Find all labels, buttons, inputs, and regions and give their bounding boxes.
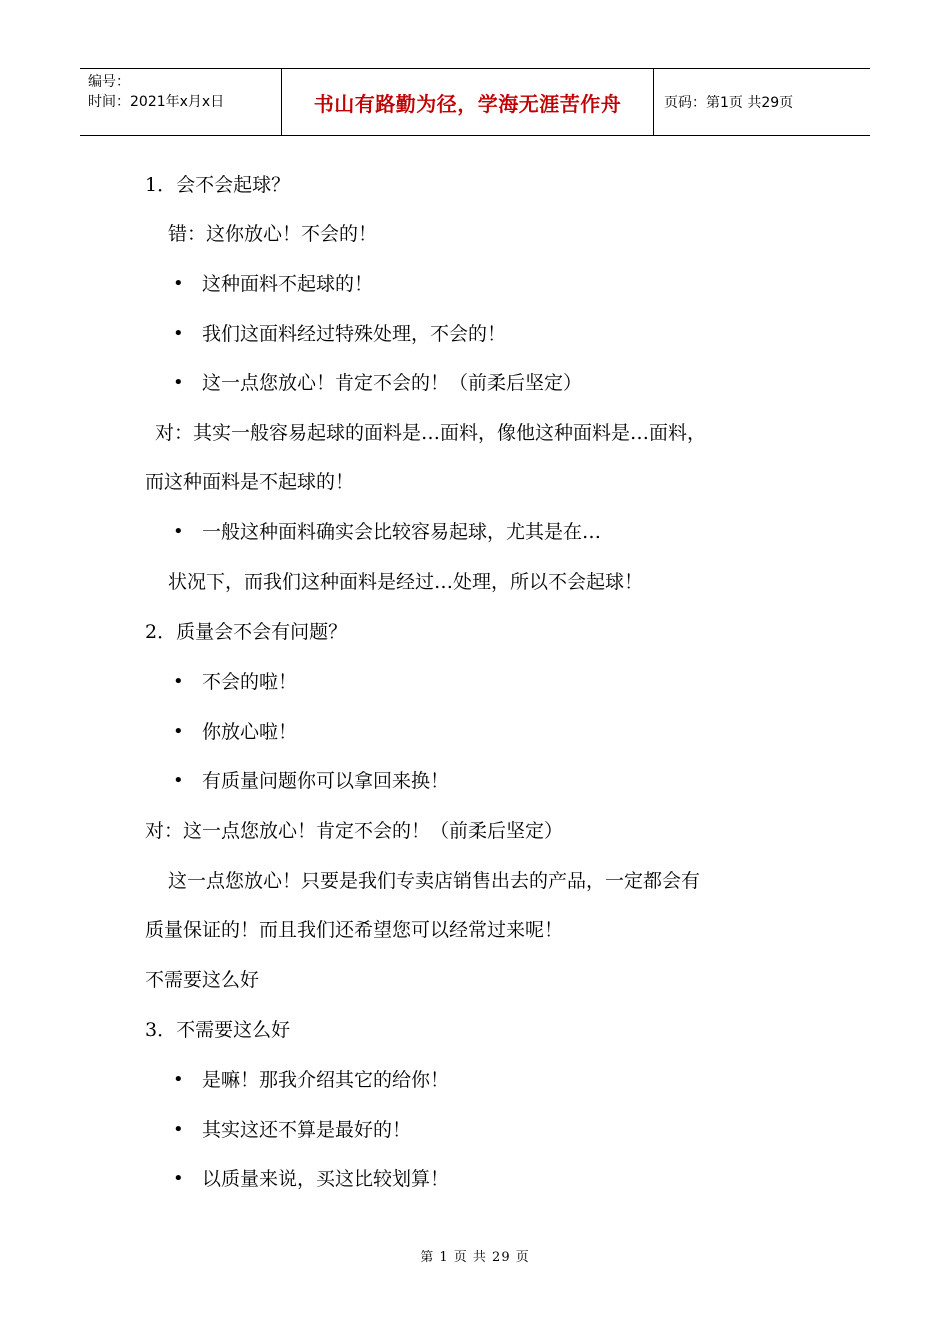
doc-time-label: 时间：2021年x月x日 bbox=[88, 94, 225, 110]
wrong-answer-label: 错：这你放心！不会的！ bbox=[168, 223, 378, 245]
list-item-text: 一般这种面料确实会比较容易起球，尤其是在… bbox=[202, 521, 602, 543]
list-item-text: 这一点您放心！肯定不会的！（前柔后坚定） bbox=[202, 372, 583, 394]
list-item-text: 以质量来说，买这比较划算！ bbox=[202, 1168, 450, 1190]
question-2: 2．质量会不会有问题？ bbox=[145, 621, 348, 643]
header-motto-cell bbox=[282, 69, 654, 135]
header-meta bbox=[80, 69, 282, 135]
bullet-icon: • bbox=[173, 721, 184, 742]
list-item-text: 这种面料不起球的！ bbox=[202, 273, 374, 295]
bullet-icon: • bbox=[173, 1168, 184, 1189]
question-3: 3．不需要这么好 bbox=[145, 1019, 291, 1041]
paragraph-line: 状况下，而我们这种面料是经过…处理，所以不会起球！ bbox=[168, 571, 644, 593]
list-item-text: 其实这还不算是最好的！ bbox=[202, 1119, 412, 1141]
bullet-icon: • bbox=[173, 770, 184, 791]
bullet-icon: • bbox=[173, 671, 184, 692]
page-header bbox=[80, 68, 870, 136]
bullet-icon: • bbox=[173, 323, 184, 344]
header-page-info: 页码：第1页 共29页 bbox=[664, 95, 794, 111]
bullet-icon: • bbox=[173, 273, 184, 294]
bullet-icon: • bbox=[173, 372, 184, 393]
correct-answer-text: 对：这一点您放心！肯定不会的！（前柔后坚定） bbox=[145, 820, 564, 842]
paragraph-line: 这一点您放心！只要是我们专卖店销售出去的产品，一定都会有 bbox=[168, 870, 701, 892]
correct-answer-text: 对：其实一般容易起球的面料是…面料，像他这种面料是…面料， bbox=[155, 422, 707, 444]
list-item-text: 不会的啦！ bbox=[202, 671, 298, 693]
bullet-icon: • bbox=[173, 1119, 184, 1140]
header-motto: 书山有路勤为径，学海无涯苦作舟 bbox=[313, 91, 622, 116]
page-footer: 第 1 页 共 29 页 bbox=[420, 1250, 530, 1265]
list-item-text: 你放心啦！ bbox=[202, 721, 298, 743]
question-1: 1．会不会起球？ bbox=[145, 174, 291, 196]
paragraph-line: 而这种面料是不起球的！ bbox=[145, 471, 355, 493]
list-item-text: 是嘛！那我介绍其它的给你！ bbox=[202, 1069, 450, 1091]
paragraph-line: 质量保证的！而且我们还希望您可以经常过来呢！ bbox=[145, 919, 564, 941]
section-heading: 不需要这么好 bbox=[145, 969, 260, 991]
bullet-icon: • bbox=[173, 1069, 184, 1090]
doc-number-label: 编号： bbox=[88, 74, 130, 90]
list-item-text: 有质量问题你可以拿回来换！ bbox=[202, 770, 450, 792]
list-item-text: 我们这面料经过特殊处理，不会的！ bbox=[202, 323, 507, 345]
bullet-icon: • bbox=[173, 521, 184, 542]
